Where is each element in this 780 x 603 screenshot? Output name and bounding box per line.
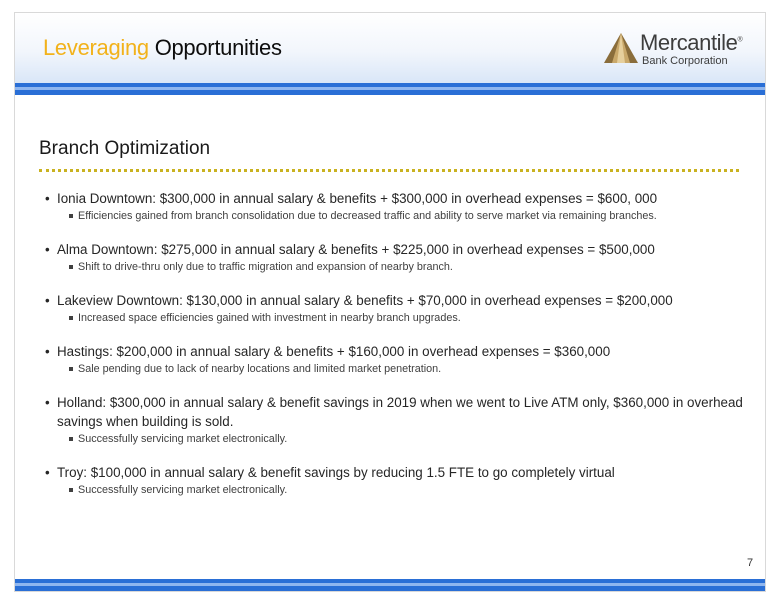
bullet-heading: Hastings:	[57, 344, 113, 359]
section-title: Branch Optimization	[39, 138, 211, 159]
bullet-main	[45, 463, 745, 482]
bullet-list	[45, 189, 745, 514]
bullet-dot-icon: •	[45, 395, 50, 410]
bullet-heading: Alma Downtown:	[57, 242, 158, 257]
bullet-heading: Troy:	[57, 465, 88, 480]
square-bullet-icon	[69, 437, 73, 441]
square-bullet-icon	[69, 214, 73, 218]
bullet-item	[45, 240, 745, 276]
bullet-dot-icon: •	[45, 293, 50, 308]
bullet-text: $200,000 in annual salary & benefits + $160,000 in overhead expenses = $360,000	[112, 344, 611, 359]
bullet-dot-icon: •	[45, 344, 50, 359]
slide	[14, 12, 766, 592]
bullet-main	[45, 393, 745, 431]
logo-subtitle: Bank Corporation	[642, 55, 728, 67]
bullet-heading: Holland:	[57, 395, 107, 410]
square-bullet-icon	[69, 265, 73, 269]
mercantile-logo	[603, 31, 753, 71]
bullet-item	[45, 189, 745, 225]
bullet-item	[45, 463, 745, 499]
bullet-dot-icon: •	[45, 465, 50, 480]
bullet-heading: Lakeview Downtown:	[57, 293, 183, 308]
slide-header	[15, 13, 765, 83]
sub-bullet	[45, 208, 745, 225]
title-rest: Opportunities	[154, 35, 282, 60]
bullet-text: $100,000 in annual salary & benefit savings by reducing 1.5 FTE to go completely virtual	[87, 465, 615, 480]
sub-bullet	[45, 482, 745, 499]
bullet-item	[45, 393, 745, 448]
sub-bullet-text: Successfully servicing market electronically.	[78, 433, 288, 445]
bullet-heading: Ionia Downtown:	[57, 191, 156, 206]
slide-title	[43, 35, 282, 61]
dotted-divider	[39, 169, 739, 172]
bullet-dot-icon: •	[45, 191, 50, 206]
header-band-stripe	[15, 87, 765, 90]
square-bullet-icon	[69, 367, 73, 371]
bullet-text: $300,000 in annual salary & benefits + $300,000 in overhead expenses = $600, 000	[156, 191, 658, 206]
bullet-main	[45, 291, 745, 310]
title-highlight-word: Leveraging	[43, 35, 149, 60]
bullet-item	[45, 291, 745, 327]
square-bullet-icon	[69, 488, 73, 492]
sub-bullet	[45, 431, 745, 448]
footer-band-stripe	[15, 583, 765, 586]
bullet-text: $300,000 in annual salary & benefit savings in 2019 when we went to Live ATM only, $360,000 in overhead savings when building is sold.	[57, 395, 743, 429]
logo-wordmark: Mercantile®	[640, 30, 743, 55]
bullet-main	[45, 342, 745, 361]
bullet-main	[45, 240, 745, 259]
sub-bullet	[45, 361, 745, 378]
triangle-mountain-icon	[603, 31, 639, 65]
sub-bullet-text: Sale pending due to lack of nearby locations and limited market penetration.	[78, 363, 442, 375]
sub-bullet-text: Increased space efficiencies gained with investment in nearby branch upgrades.	[78, 312, 461, 324]
sub-bullet	[45, 310, 745, 327]
bullet-text: $275,000 in annual salary & benefits + $225,000 in overhead expenses = $500,000	[157, 242, 655, 257]
page-number: 7	[747, 557, 754, 569]
bullet-main	[45, 189, 745, 208]
sub-bullet-text: Successfully servicing market electronically.	[78, 484, 288, 496]
sub-bullet-text: Shift to drive-thru only due to traffic migration and expansion of nearby branch.	[78, 261, 453, 273]
bullet-text: $130,000 in annual salary & benefits + $70,000 in overhead expenses = $200,000	[182, 293, 673, 308]
bullet-dot-icon: •	[45, 242, 50, 257]
sub-bullet	[45, 259, 745, 276]
sub-bullet-text: Efficiencies gained from branch consolidation due to decreased traffic and ability to serve market via remaining branches.	[78, 210, 657, 222]
square-bullet-icon	[69, 316, 73, 320]
bullet-item	[45, 342, 745, 378]
